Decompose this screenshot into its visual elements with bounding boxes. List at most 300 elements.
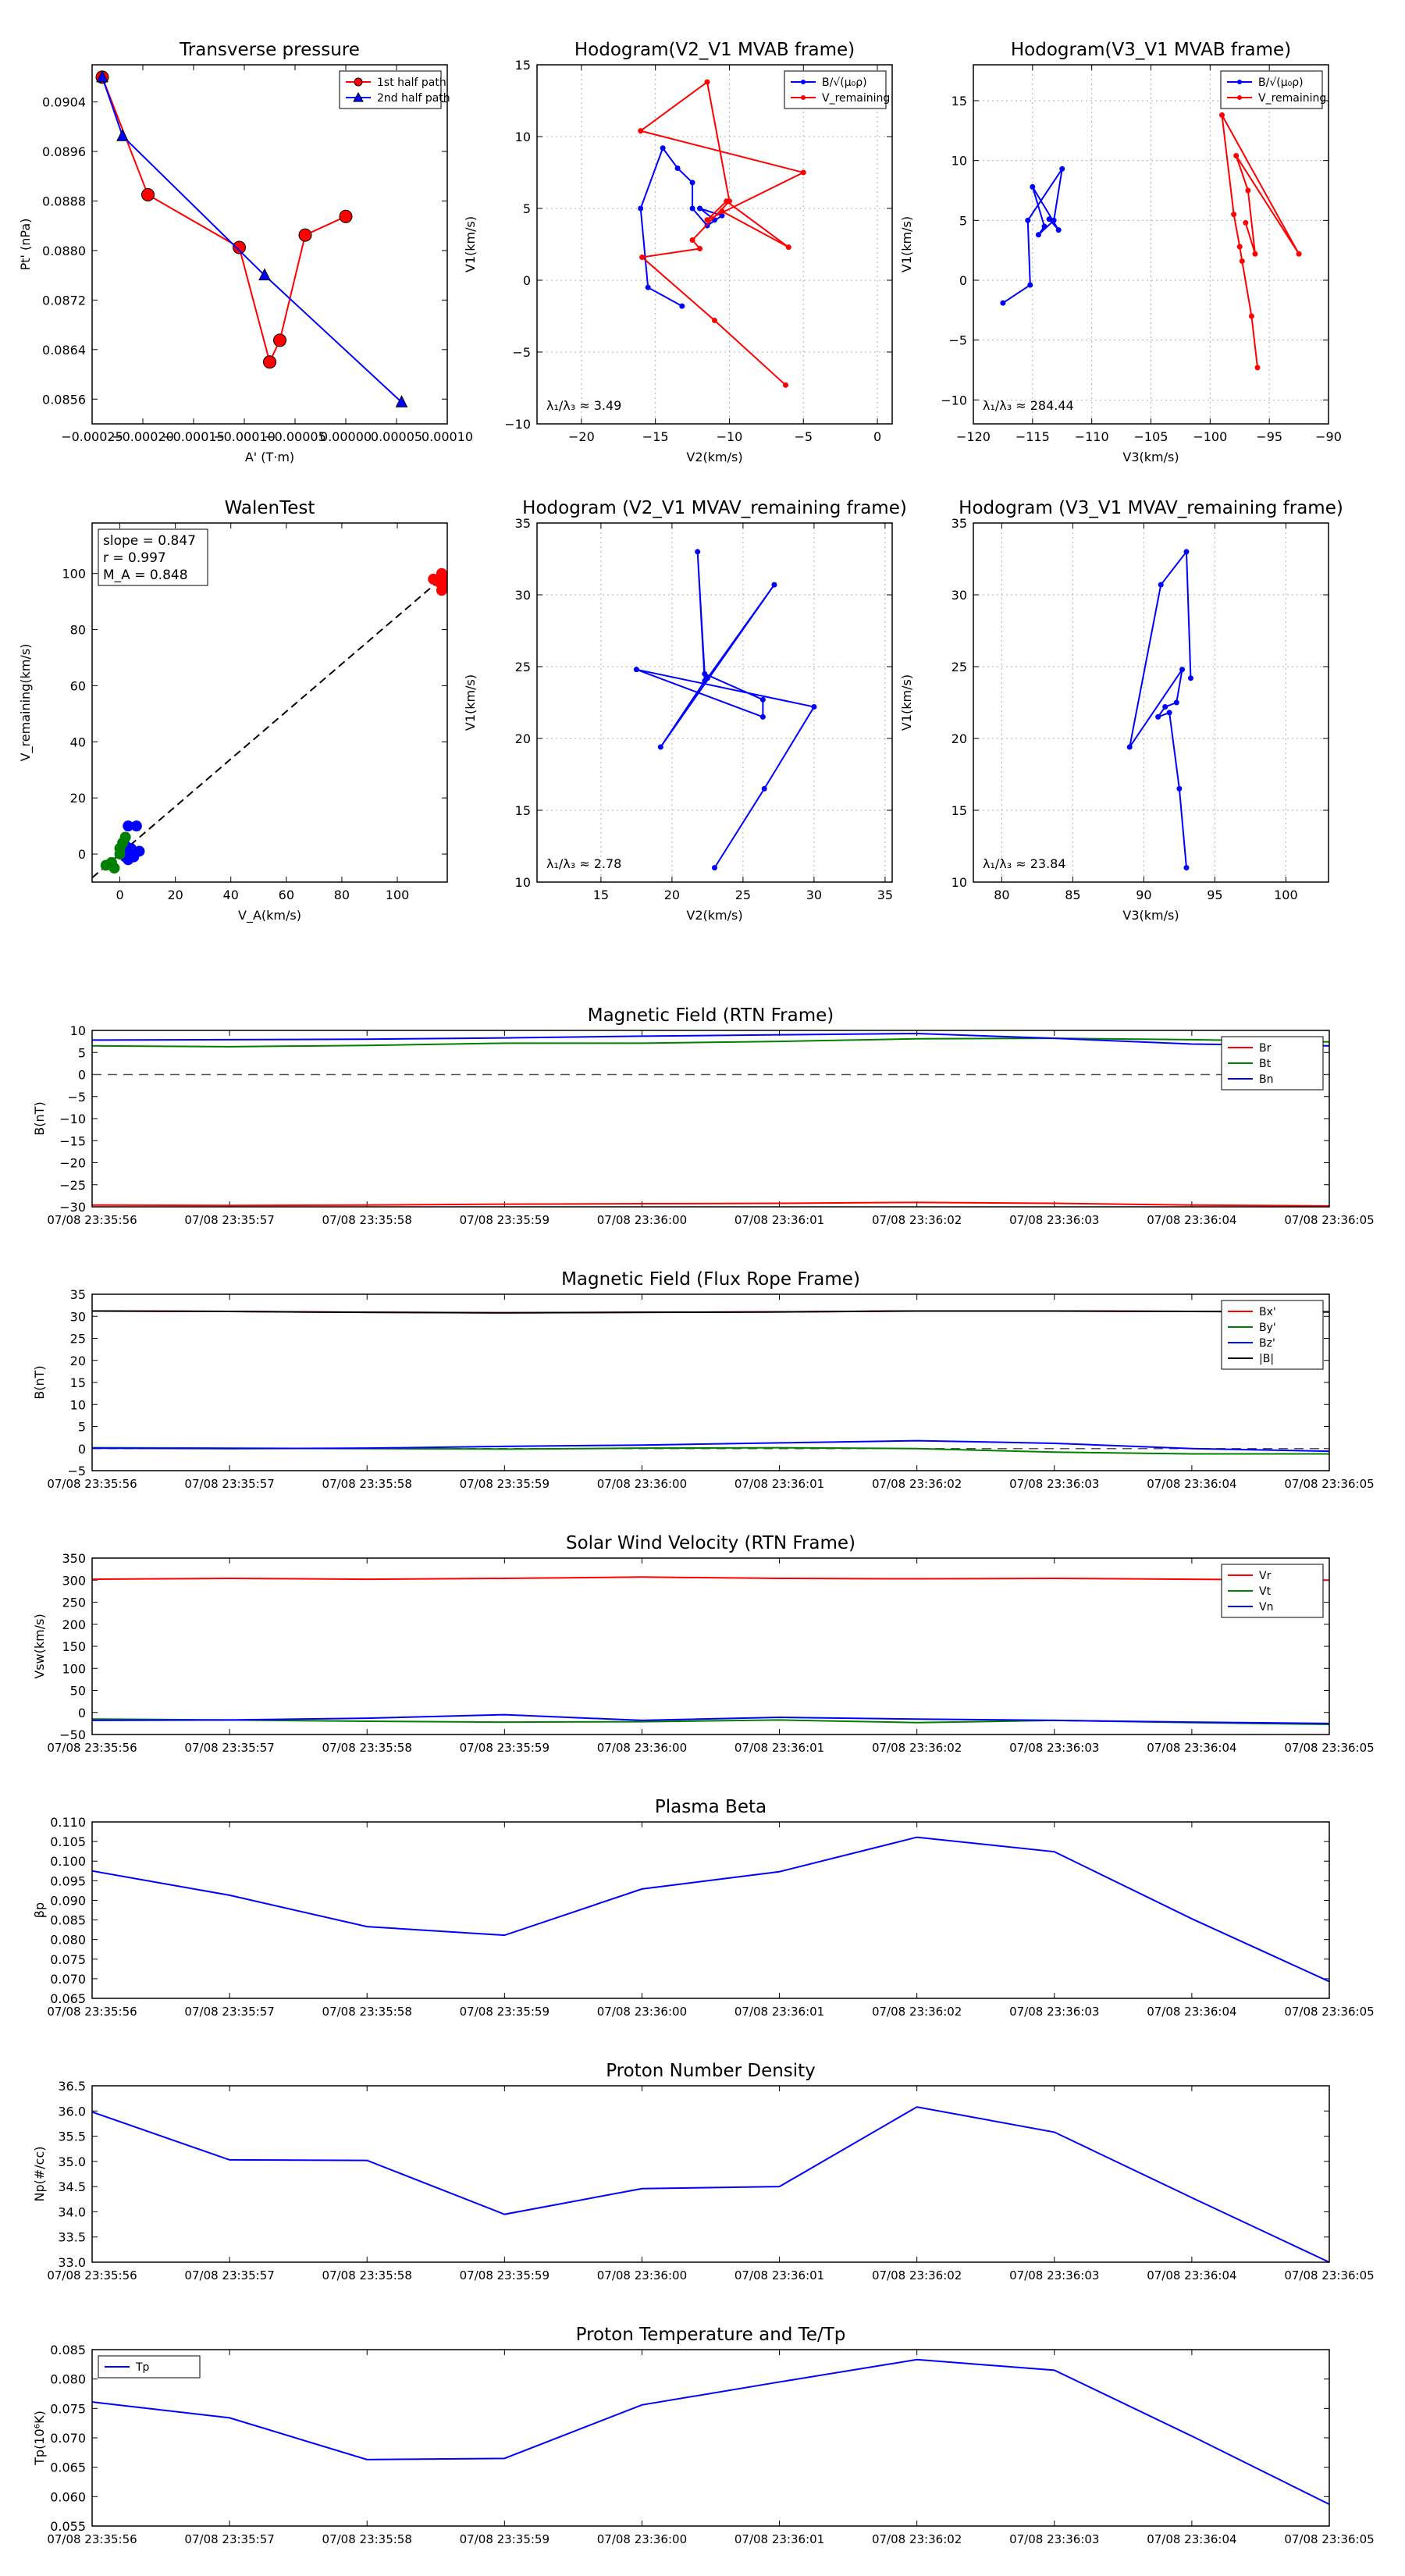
y-tick-label: −10	[504, 417, 531, 432]
chart-h4	[899, 498, 1343, 923]
x-tick-label: 07/08 23:36:04	[1147, 2532, 1237, 2546]
data-point	[1252, 251, 1257, 257]
plot-area	[1127, 549, 1193, 870]
y-tick-label: 30	[514, 588, 531, 603]
x-tick-label: 07/08 23:35:59	[459, 2268, 550, 2282]
data-point	[1174, 700, 1179, 706]
x-tick-label: 07/08 23:36:03	[1009, 2532, 1100, 2546]
x-tick-label: 0	[873, 429, 882, 444]
y-tick-label: 0	[77, 1705, 86, 1720]
axes-frame	[92, 1558, 1329, 1735]
y-tick-label: 25	[951, 660, 967, 674]
y-tick-label: 100	[62, 566, 86, 582]
y-tick-label: 5	[77, 1045, 86, 1061]
y-tick-label: 0.080	[50, 1932, 86, 1948]
x-tick-label: −0.00025	[61, 429, 123, 444]
chart-title: Hodogram (V2_V1 MVAV_remaining frame)	[522, 498, 907, 518]
data-point	[1042, 224, 1048, 229]
legend	[98, 2356, 200, 2378]
scatter-point	[436, 585, 447, 596]
x-tick-label: 25	[735, 888, 752, 902]
y-axis-label: V1(km/s)	[899, 674, 914, 731]
data-point	[783, 382, 788, 388]
y-tick-label: 0	[522, 273, 531, 288]
legend-label: Bt	[1259, 1058, 1272, 1070]
legend-label: Bn	[1259, 1073, 1274, 1086]
y-tick-label: 5	[959, 213, 967, 229]
x-tick-label: 07/08 23:36:01	[734, 1477, 825, 1491]
y-axis-label: Vsw(km/s)	[32, 1614, 47, 1679]
x-tick-label: 07/08 23:36:00	[596, 1213, 688, 1227]
data-point	[1127, 745, 1133, 750]
x-tick-label: 07/08 23:36:01	[734, 2268, 825, 2282]
y-tick-label: 0.085	[50, 2343, 86, 2357]
data-point	[697, 246, 702, 251]
x-tick-label: 07/08 23:35:58	[322, 2268, 412, 2282]
x-tick-label: 07/08 23:36:02	[871, 2532, 962, 2546]
x-tick-label: 95	[1207, 888, 1223, 902]
legend-label: Vn	[1259, 1601, 1274, 1614]
axes-frame	[537, 523, 892, 882]
x-tick-label: 07/08 23:35:57	[184, 1741, 275, 1755]
data-point	[658, 745, 663, 750]
scatter-point	[120, 832, 131, 843]
data-point	[233, 241, 246, 254]
axes-frame	[92, 2350, 1329, 2526]
y-tick-label: 0.075	[50, 2401, 86, 2417]
y-tick-label: 34.0	[58, 2204, 86, 2220]
y-tick-label: 35	[514, 516, 531, 531]
y-axis-label: Tp(10⁶K)	[32, 2411, 47, 2465]
y-tick-label: −5	[67, 1089, 86, 1105]
y-tick-label: 0.095	[50, 1873, 86, 1889]
x-tick-label: −5	[794, 429, 813, 444]
x-tick-label: −90	[1315, 429, 1342, 444]
y-tick-label: 36.0	[58, 2104, 86, 2119]
data-point	[1231, 212, 1236, 217]
x-tick-label: 90	[1136, 888, 1152, 902]
y-tick-label: 250	[62, 1595, 86, 1610]
legend-label: 2nd half path	[377, 92, 450, 105]
stats-box	[98, 529, 208, 585]
x-tick-label: 07/08 23:36:05	[1284, 1477, 1375, 1491]
y-tick-label: 20	[69, 1353, 86, 1368]
y-tick-label: 300	[62, 1573, 86, 1589]
data-point	[801, 170, 806, 176]
y-tick-label: 0.085	[50, 1912, 86, 1928]
axes-frame	[92, 65, 447, 424]
y-tick-label: 0.070	[50, 2431, 86, 2446]
legend-label: B/√(μ₀ρ)	[1258, 76, 1304, 89]
x-tick-label: 07/08 23:35:57	[184, 2532, 275, 2546]
series-line	[641, 82, 804, 385]
x-tick-label: 07/08 23:35:59	[459, 2005, 550, 2019]
series-line	[102, 77, 402, 402]
x-tick-label: 07/08 23:36:00	[596, 2005, 688, 2019]
legend-label: Tp	[136, 2361, 150, 2374]
x-tick-label: 07/08 23:36:02	[871, 2268, 962, 2282]
data-point	[1162, 704, 1168, 710]
legend-marker	[354, 78, 362, 86]
data-point	[340, 210, 352, 222]
y-tick-label: 0.0888	[42, 194, 86, 209]
y-tick-label: −5	[67, 1464, 86, 1478]
data-point	[811, 704, 816, 710]
data-point	[638, 206, 643, 212]
y-tick-label: 34.5	[58, 2179, 86, 2195]
y-tick-label: 0.065	[50, 1991, 86, 2006]
x-tick-label: 07/08 23:35:58	[322, 2532, 412, 2546]
y-tick-label: 150	[62, 1639, 86, 1654]
chart-title: WalenTest	[224, 498, 315, 518]
data-point	[1051, 218, 1057, 223]
x-tick-label: 07/08 23:36:05	[1284, 1213, 1375, 1227]
y-tick-label: 40	[69, 735, 86, 750]
x-tick-label: −10	[716, 429, 743, 444]
x-tick-label: −0.00020	[112, 429, 174, 444]
y-tick-label: 0.0872	[42, 293, 86, 308]
axes-frame	[92, 1822, 1329, 1998]
legend-label: Vt	[1259, 1585, 1272, 1598]
x-tick-label: −100	[1193, 429, 1228, 444]
scatter-point	[439, 571, 450, 582]
y-tick-label: −5	[948, 333, 967, 348]
y-tick-label: 20	[951, 731, 967, 746]
chart-title: Plasma Beta	[654, 1797, 767, 1817]
y-tick-label: 10	[514, 875, 531, 890]
series-line	[636, 552, 814, 868]
data-point	[1188, 675, 1193, 681]
data-point	[786, 244, 791, 250]
y-tick-label: 100	[62, 1661, 86, 1677]
legend-marker	[1237, 95, 1242, 100]
data-point	[646, 285, 651, 290]
annotation: λ₁/λ₃ ≈ 23.84	[983, 856, 1066, 871]
data-point	[1027, 283, 1033, 288]
y-tick-label: 35.5	[58, 2129, 86, 2144]
y-tick-label: −10	[59, 1112, 86, 1126]
y-tick-label: 0.105	[50, 1834, 86, 1850]
data-point	[1184, 549, 1190, 554]
x-tick-label: 07/08 23:36:02	[871, 2005, 962, 2019]
y-tick-label: 25	[69, 1331, 86, 1347]
y-axis-label: Np(#/cc)	[32, 2146, 47, 2202]
y-axis-label: V_remaining(km/s)	[18, 643, 33, 762]
series-line	[92, 2360, 1329, 2504]
data-point	[1000, 301, 1005, 306]
x-tick-label: 100	[1274, 888, 1298, 902]
y-axis-label: Pt' (nPa)	[18, 218, 33, 271]
y-tick-label: 10	[69, 1023, 86, 1038]
stats-text: r = 0.997	[103, 550, 166, 566]
x-tick-label: 07/08 23:36:00	[596, 1477, 688, 1491]
x-axis-label: V3(km/s)	[1122, 908, 1179, 923]
axes-frame	[92, 1030, 1329, 1207]
y-tick-label: 0.110	[50, 1815, 86, 1830]
legend	[1221, 71, 1326, 109]
y-tick-label: 0.055	[50, 2519, 86, 2534]
y-tick-label: 50	[69, 1683, 86, 1699]
x-tick-label: 07/08 23:35:56	[47, 2532, 137, 2546]
x-tick-label: 07/08 23:36:00	[596, 2532, 688, 2546]
x-tick-label: 80	[994, 888, 1010, 902]
y-tick-label: −30	[59, 1200, 86, 1215]
x-tick-label: 07/08 23:35:59	[459, 1477, 550, 1491]
x-tick-label: 07/08 23:36:01	[734, 1213, 825, 1227]
x-tick-label: 100	[385, 888, 410, 902]
x-tick-label: 07/08 23:35:56	[47, 1741, 137, 1755]
data-point	[639, 254, 645, 260]
y-tick-label: 15	[69, 1375, 86, 1390]
data-point	[638, 128, 643, 133]
data-point	[1255, 365, 1261, 370]
x-axis-label: V3(km/s)	[1122, 450, 1179, 464]
data-point	[712, 318, 717, 323]
x-tick-label: 07/08 23:35:59	[459, 1741, 550, 1755]
x-tick-label: 07/08 23:36:02	[871, 1477, 962, 1491]
data-point	[760, 714, 766, 720]
x-tick-label: −20	[567, 429, 595, 444]
legend-label: Bz'	[1259, 1337, 1275, 1350]
chart-title: Hodogram(V2_V1 MVAB frame)	[574, 40, 855, 60]
x-axis-label: V2(km/s)	[686, 908, 743, 923]
y-axis-label: V1(km/s)	[463, 674, 478, 731]
data-point	[705, 217, 710, 222]
x-tick-label: 20	[663, 888, 681, 902]
x-tick-label: 07/08 23:35:59	[459, 1213, 550, 1227]
series-line	[92, 1577, 1329, 1580]
y-tick-label: 25	[514, 660, 531, 674]
y-tick-label: 15	[514, 803, 531, 818]
chart-tpt	[32, 2325, 1375, 2546]
legend-marker	[801, 95, 806, 100]
y-axis-label: V1(km/s)	[899, 215, 914, 273]
y-tick-label: 33.0	[58, 2255, 86, 2270]
y-tick-label: 10	[514, 130, 531, 144]
data-point	[1059, 166, 1065, 172]
x-axis-label: V_A(km/s)	[238, 908, 301, 923]
x-tick-label: 07/08 23:35:57	[184, 1213, 275, 1227]
data-point	[274, 334, 286, 347]
stats-text: M_A = 0.848	[103, 568, 188, 583]
x-tick-label: −95	[1256, 429, 1283, 444]
y-tick-label: 0	[77, 1441, 86, 1457]
y-tick-label: 0.080	[50, 2371, 86, 2387]
x-tick-label: 40	[222, 888, 239, 902]
y-tick-label: 0.0904	[42, 94, 86, 110]
x-tick-label: 07/08 23:35:57	[184, 2005, 275, 2019]
x-tick-label: −115	[1015, 429, 1050, 444]
plot-area	[1000, 112, 1301, 371]
data-point	[760, 697, 766, 703]
y-axis-label: V1(km/s)	[463, 215, 478, 273]
x-axis-label: V2(km/s)	[686, 450, 743, 464]
x-tick-label: 07/08 23:36:04	[1147, 1213, 1237, 1227]
data-point	[264, 356, 276, 368]
legend-label: Bx'	[1259, 1306, 1276, 1318]
legend	[340, 71, 450, 109]
chart-h3	[463, 498, 907, 923]
chart-title: Hodogram(V3_V1 MVAB frame)	[1010, 40, 1292, 60]
y-tick-label: 15	[951, 94, 967, 109]
legend-label: Vr	[1259, 1570, 1272, 1582]
x-tick-label: 07/08 23:36:05	[1284, 2005, 1375, 2019]
series-line	[1222, 115, 1300, 368]
y-tick-label: 36.5	[58, 2079, 86, 2094]
data-point	[1243, 220, 1248, 226]
chart-bmag	[32, 1005, 1375, 1227]
chart-title: Transverse pressure	[180, 40, 360, 60]
y-tick-label: 0.060	[50, 2489, 86, 2505]
legend-label: 1st half path	[377, 76, 446, 89]
x-tick-label: 07/08 23:35:56	[47, 1477, 137, 1491]
x-tick-label: 07/08 23:36:03	[1009, 1477, 1100, 1491]
data-point	[1030, 184, 1035, 190]
data-point	[690, 206, 695, 212]
legend	[784, 71, 890, 109]
x-tick-label: 07/08 23:35:56	[47, 2268, 137, 2282]
legend-label: |B|	[1259, 1353, 1275, 1365]
legend	[1222, 1300, 1323, 1369]
x-tick-label: 20	[167, 888, 183, 902]
x-tick-label: 07/08 23:36:04	[1147, 2005, 1237, 2019]
y-tick-label: 0.0856	[42, 392, 86, 407]
y-tick-label: −10	[941, 393, 967, 408]
x-tick-label: 07/08 23:36:04	[1147, 1741, 1237, 1755]
fit-line	[92, 574, 447, 878]
y-tick-label: 0.0864	[42, 342, 86, 358]
x-tick-label: −0.00015	[162, 429, 225, 444]
chart-title: Solar Wind Velocity (RTN Frame)	[565, 1533, 856, 1553]
y-tick-label: 20	[514, 731, 531, 746]
y-tick-label: 5	[77, 1419, 86, 1435]
plot-area	[634, 549, 817, 870]
y-tick-label: 15	[951, 803, 967, 818]
x-tick-label: 07/08 23:36:00	[596, 2268, 688, 2282]
chart-title: Magnetic Field (RTN Frame)	[587, 1005, 834, 1026]
y-tick-label: 0.065	[50, 2460, 86, 2475]
x-tick-label: 07/08 23:36:01	[734, 2532, 825, 2546]
x-tick-label: 07/08 23:36:01	[734, 2005, 825, 2019]
data-point	[675, 165, 681, 171]
y-tick-label: 30	[951, 588, 967, 603]
scatter-point	[128, 852, 139, 863]
y-tick-label: 0.070	[50, 1971, 86, 1987]
x-tick-label: 35	[877, 888, 894, 902]
data-point	[679, 304, 685, 309]
y-tick-label: −25	[59, 1177, 86, 1193]
legend-label: V_remaining	[1258, 92, 1327, 105]
y-tick-label: 35	[951, 516, 967, 531]
scatter-point	[131, 820, 142, 831]
x-tick-label: 07/08 23:36:05	[1284, 1741, 1375, 1755]
y-tick-label: 200	[62, 1617, 86, 1632]
y-tick-label: −50	[59, 1727, 86, 1742]
data-point	[634, 667, 639, 672]
y-tick-label: 0.0880	[42, 243, 86, 258]
series-line	[92, 1202, 1329, 1206]
y-tick-label: 0	[77, 1067, 86, 1083]
series-line	[92, 1441, 1329, 1452]
data-point	[1297, 251, 1302, 257]
x-tick-label: 07/08 23:36:04	[1147, 1477, 1237, 1491]
data-point	[697, 206, 702, 212]
x-tick-label: 80	[333, 888, 350, 902]
y-tick-label: 33.5	[58, 2229, 86, 2245]
chart-tp	[18, 40, 473, 464]
y-tick-label: 0.090	[50, 1893, 86, 1909]
x-tick-label: 60	[278, 888, 295, 902]
chart-title: Magnetic Field (Flux Rope Frame)	[561, 1269, 860, 1290]
legend	[1222, 1564, 1323, 1617]
data-point	[1240, 258, 1245, 264]
series-line	[92, 2107, 1329, 2262]
x-tick-label: 07/08 23:36:05	[1284, 2268, 1375, 2282]
y-tick-label: −5	[512, 345, 531, 360]
x-tick-label: 07/08 23:35:59	[459, 2532, 550, 2546]
data-point	[690, 180, 695, 185]
x-tick-label: 07/08 23:36:03	[1009, 2005, 1100, 2019]
chart-title: Proton Temperature and Te/Tp	[575, 2325, 846, 2345]
legend-label: Br	[1259, 1042, 1272, 1055]
data-point	[660, 145, 666, 151]
x-tick-label: 07/08 23:35:58	[322, 2005, 412, 2019]
annotation: λ₁/λ₃ ≈ 284.44	[983, 398, 1074, 413]
scatter-point	[108, 863, 119, 873]
y-axis-label: B(nT)	[32, 1365, 47, 1400]
chart-title: Hodogram (V3_V1 MVAV_remaining frame)	[959, 498, 1343, 518]
data-point	[1179, 667, 1185, 672]
data-point	[1036, 232, 1041, 237]
data-point	[299, 229, 311, 241]
annotation: λ₁/λ₃ ≈ 3.49	[546, 398, 622, 413]
x-tick-label: 85	[1065, 888, 1081, 902]
data-point	[712, 865, 717, 870]
data-point	[1237, 244, 1243, 250]
x-tick-label: 0.00010	[421, 429, 474, 444]
x-tick-label: 15	[592, 888, 610, 902]
data-point	[1233, 153, 1239, 158]
data-point	[705, 675, 710, 681]
x-tick-label: −110	[1074, 429, 1109, 444]
data-point	[1245, 188, 1250, 194]
data-point	[762, 786, 767, 792]
chart-h1	[463, 40, 892, 464]
chart-title: Proton Number Density	[606, 2061, 816, 2081]
chart-walen	[18, 498, 453, 923]
legend-label: B/√(μ₀ρ)	[822, 76, 867, 89]
y-tick-label: 0.075	[50, 1952, 86, 1967]
data-point	[117, 130, 128, 141]
scatter-point	[115, 849, 126, 859]
plot-area	[92, 568, 453, 878]
series-line	[92, 1715, 1329, 1724]
x-tick-label: 07/08 23:36:02	[871, 1213, 962, 1227]
y-tick-label: 80	[69, 622, 86, 638]
y-tick-label: 0	[77, 847, 86, 863]
y-tick-label: 60	[69, 678, 86, 694]
x-tick-label: −0.00010	[213, 429, 276, 444]
x-tick-label: 07/08 23:36:01	[734, 1741, 825, 1755]
y-tick-label: 15	[514, 58, 531, 73]
x-axis-label: A' (T·m)	[244, 450, 295, 464]
stats-text: slope = 0.847	[103, 533, 196, 549]
data-point	[695, 549, 700, 554]
series-line	[92, 1311, 1329, 1312]
x-tick-label: 07/08 23:36:03	[1009, 2268, 1100, 2282]
data-point	[1056, 227, 1062, 233]
x-tick-label: 07/08 23:35:58	[322, 1213, 412, 1227]
